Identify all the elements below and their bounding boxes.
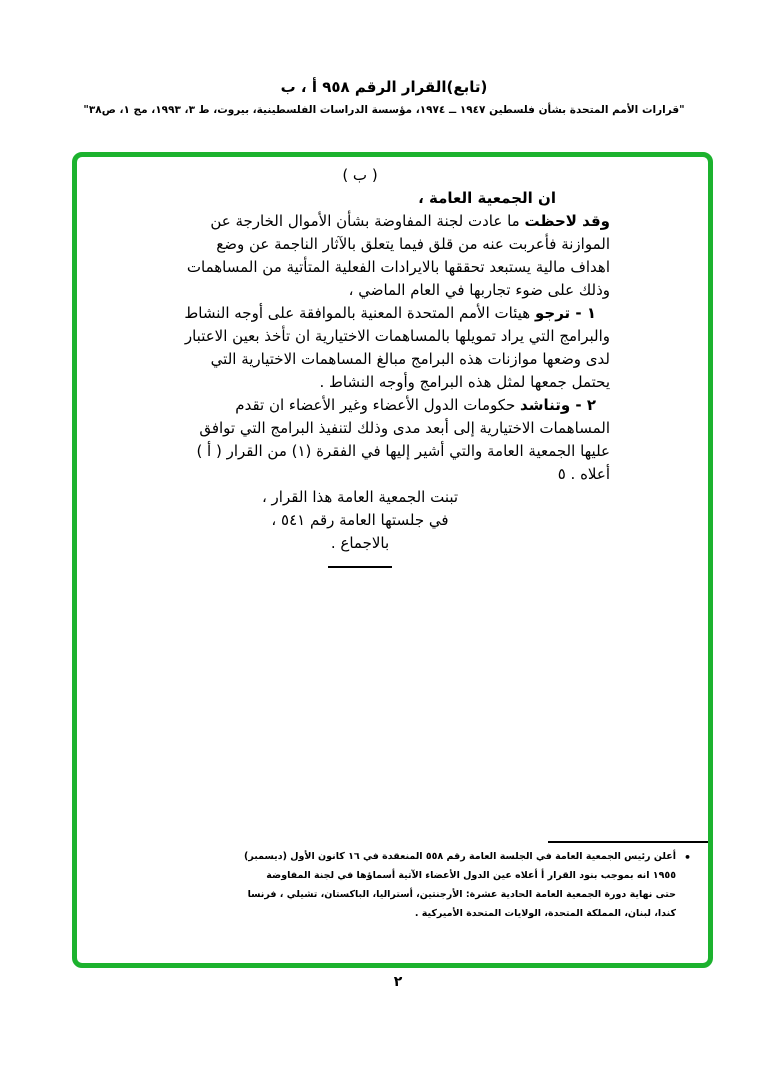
text-line [110,187,610,210]
resolution-body [110,164,610,568]
footnote-line: أعلن رئيس الجمعية العامة في الجلسة العامة رقم ٥٥٨ المنعقدة في ١٦ كانون الأول (ديسمبر) [244,851,676,862]
page-title: (تابع)القرار الرقم ٩٥٨ أ ، ب [280,78,488,96]
text-line-bold: ٢ - وتناشد [520,396,596,414]
footnote-line: ١٩٥٥ انه بموجب بنود القرار أ أعلاه عين الدول الأعضاء الآتية أسماؤها في لجنة المفاوضة [266,870,676,881]
text-line: المساهمات الاختيارية إلى أبعد مدى وذلك لتنفيذ البرامج التي توافق [199,419,610,437]
text-line [110,394,610,417]
closing-line: تبنت الجمعية العامة هذا القرار ، [261,488,459,506]
text-line: الموازنة فأعربت عنه من قلق فيما يتعلق بالآثار الناجمة عن وضع [216,235,610,253]
text-line-bold: وقد لاحظت [524,212,610,230]
source-citation: "قرارات الأمم المتحدة بشأن فلسطين ١٩٤٧ ــ ١٩٧٤، مؤسسة الدراسات الفلسطينية، بيروت، ط ٣، ١٩٩٣، مج ١، ص٣٨" [83,104,685,116]
closing-line: بالاجماع . [330,534,390,552]
footnote-line: حتى نهاية دورة الجمعية العامة الحادية عشرة: الأرجنتين، أستراليا، الباكستان، تشيلي ، فرنسا [247,889,676,900]
footnote-line: كندا، لبنان، المملكة المتحدة، الولايات المتحدة الأميركية . [414,908,676,919]
section-heading: ( ب ) [342,166,378,184]
text-line-rest: ما عادت لجنة المفاوضة بشأن الأموال الخارجة عن [210,212,525,230]
end-rule [328,566,392,568]
closing-line: في جلستها العامة رقم ٥٤١ ، [271,511,449,529]
text-line: عليها الجمعية العامة والتي أشير إليها في الفقرة (١) من القرار ( أ ) [196,442,610,460]
text-line: لدى وضعها موازنات هذه البرامج مبالغ المساهمات الاختيارية التي [210,350,610,368]
text-line: اهداف مالية يستبعد تحققها بالايرادات الفعلية المتأتية من المساهمات [186,258,610,276]
text-line [110,210,610,233]
page-number: ٢ [393,974,403,990]
text-line: والبرامج التي يراد تمويلها بالمساهمات الاختيارية ان تأخذ بعين الاعتبار [184,327,610,345]
text-line: وذلك على ضوء تجاربها في العام الماضي ، [348,281,610,299]
text-line-rest: حكومات الدول الأعضاء وغير الأعضاء ان تقدم [235,396,521,414]
adoption-statement [110,486,610,555]
text-line-rest: هيئات الأمم المتحدة المعنية بالموافقة على أوجه النشاط [184,304,535,322]
text-line [110,302,610,325]
text-line: أعلاه . ٥ [557,465,610,483]
footnote-divider [548,841,708,843]
text-line: يحتمل جمعها لمثل هذه البرامج وأوجه النشاط . [319,373,610,391]
footnote-marker-icon: • [683,851,691,864]
text-line-bold: ١ - ترجو [534,304,596,322]
text-line-bold: ان الجمعية العامة ، [418,189,556,207]
footnote [244,847,691,923]
